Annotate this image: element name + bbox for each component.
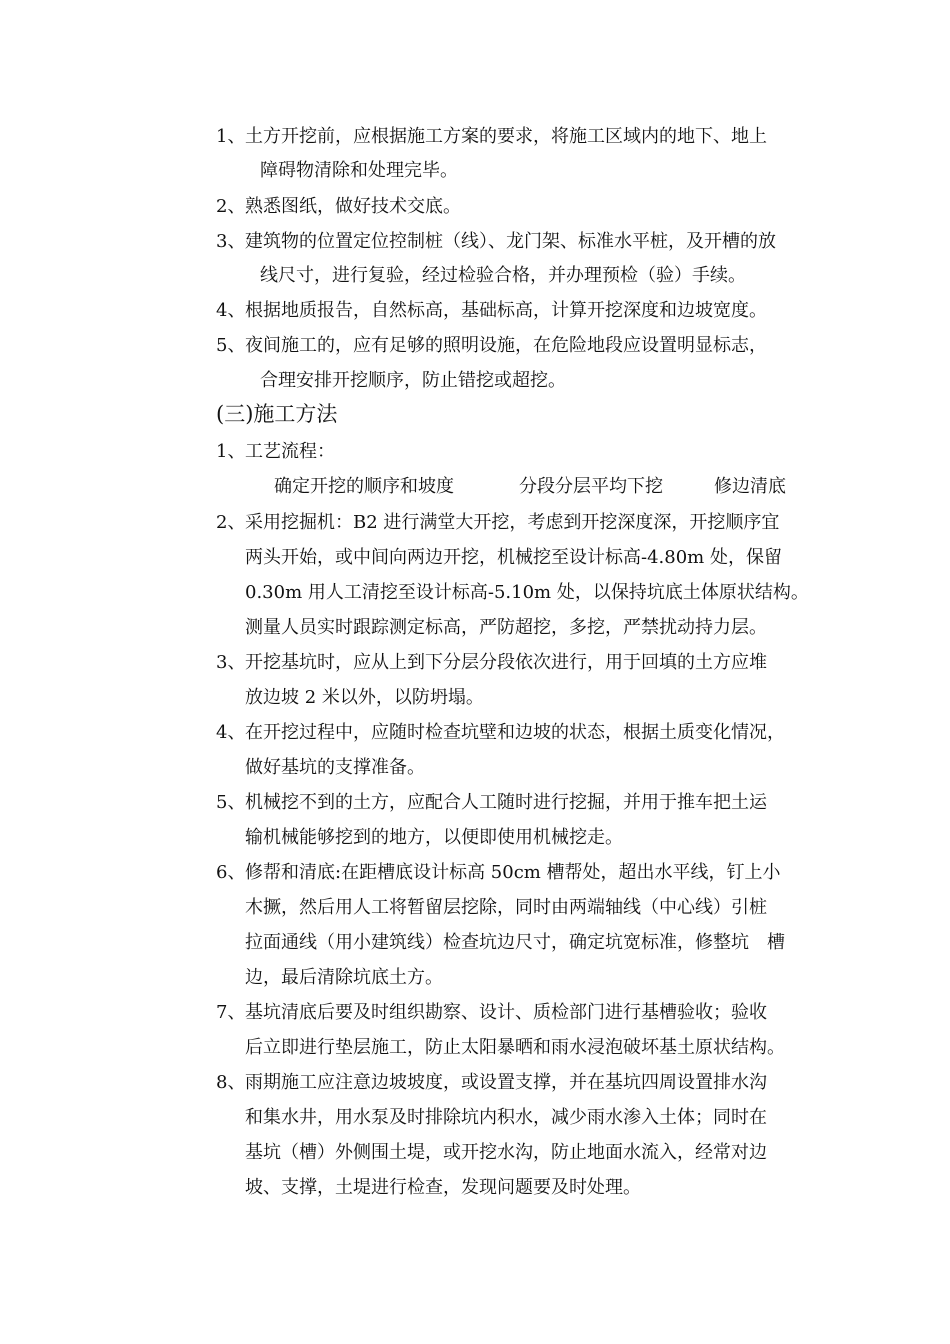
item-number: 1、: [216, 126, 246, 147]
item-text: 根据地质报告，自然标高，基础标高，计算开挖深度和边坡宽度。: [245, 300, 767, 321]
item-number: 3、: [216, 231, 246, 252]
item-text: 边，最后清除坑底土方。: [245, 967, 443, 988]
item-number: 2、: [216, 196, 246, 217]
item-text: 熟悉图纸，做好技术交底。: [245, 196, 461, 217]
item-number: 6、: [216, 862, 246, 883]
item-text: 0.30m 用人工清挖至设计标高-5.10m 处，以保持坑底土体原状结构。: [245, 582, 809, 603]
item-text: 采用挖掘机：B2 进行满堂大开挖，考虑到开挖深度深，开挖顺序宜: [245, 512, 780, 533]
flow-step-3: 修边清底: [714, 476, 786, 497]
item-text: 和集水井，用水泵及时排除坑内积水，减少雨水渗入土体；同时在: [245, 1107, 767, 1128]
item-text: 输机械能够挖到的地方，以便即使用机械挖走。: [245, 827, 623, 848]
item-number: 4、: [216, 300, 246, 321]
item-text: 后立即进行垫层施工，防止太阳暴晒和雨水浸泡破坏基土原状结构。: [245, 1037, 785, 1058]
item-number: 7、: [216, 1002, 246, 1023]
item-text: 基坑（槽）外侧围土堤，或开挖水沟，防止地面水流入，经常对边: [245, 1142, 767, 1163]
item-text: 开挖基坑时，应从上到下分层分段依次进行，用于回填的土方应堆: [245, 652, 767, 673]
item-text: 夜间施工的，应有足够的照明设施，在危险地段应设置明显标志，: [245, 335, 767, 356]
item-text: 雨期施工应注意边坡坡度，或设置支撑，并在基坑四周设置排水沟: [245, 1072, 767, 1093]
item-text: 障碍物清除和处理完毕。: [260, 160, 458, 181]
flow-step-2: 分段分层平均下挖: [519, 476, 663, 497]
item-text: 机械挖不到的土方，应配合人工随时进行挖掘，并用于推车把土运: [245, 792, 767, 813]
flow-step-1: 确定开挖的顺序和坡度: [274, 476, 454, 497]
item-text: 工艺流程：: [245, 441, 335, 462]
item-text: 修帮和清底:在距槽底设计标高 50cm 槽帮处，超出水平线，钉上小: [245, 862, 781, 883]
item-text: 建筑物的位置定位控制桩（线）、龙门架、标准水平桩，及开槽的放: [245, 231, 776, 252]
item-text: 两头开始，或中间向两边开挖，机械挖至设计标高-4.80m 处，保留: [245, 547, 782, 568]
item-text: 拉面通线（用小建筑线）检查坑边尺寸，确定坑宽标准，修整坑 槽: [245, 932, 785, 953]
item-text: 土方开挖前，应根据施工方案的要求，将施工区域内的地下、地上: [245, 126, 767, 147]
item-number: 8、: [216, 1072, 246, 1093]
section-heading-text: (三)施工方法: [216, 402, 338, 426]
item-text: 放边坡 2 米以外，以防坍塌。: [245, 687, 484, 708]
item-text: 线尺寸，进行复验，经过检验合格，并办理预检（验）手续。: [260, 265, 746, 286]
item-text: 做好基坑的支撑准备。: [245, 757, 425, 778]
item-number: 3、: [216, 652, 246, 673]
item-text: 木撅，然后用人工将暂留层挖除，同时由两端轴线（中心线）引桩: [245, 897, 767, 918]
item-text: 坡、支撑，土堤进行检查，发现问题要及时处理。: [245, 1177, 641, 1198]
item-text: 在开挖过程中，应随时检查坑壁和边坡的状态，根据土质变化情况，: [245, 722, 785, 743]
item-text: 合理安排开挖顺序，防止错挖或超挖。: [260, 370, 566, 391]
item-number: 5、: [216, 792, 246, 813]
item-number: 2、: [216, 512, 246, 533]
item-number: 1、: [216, 441, 246, 462]
item-text: 测量人员实时跟踪测定标高，严防超挖，多挖，严禁扰动持力层。: [245, 617, 767, 638]
item-number: 5、: [216, 335, 246, 356]
item-number: 4、: [216, 722, 246, 743]
item-text: 基坑清底后要及时组织勘察、设计、质检部门进行基槽验收；验收: [245, 1002, 767, 1023]
